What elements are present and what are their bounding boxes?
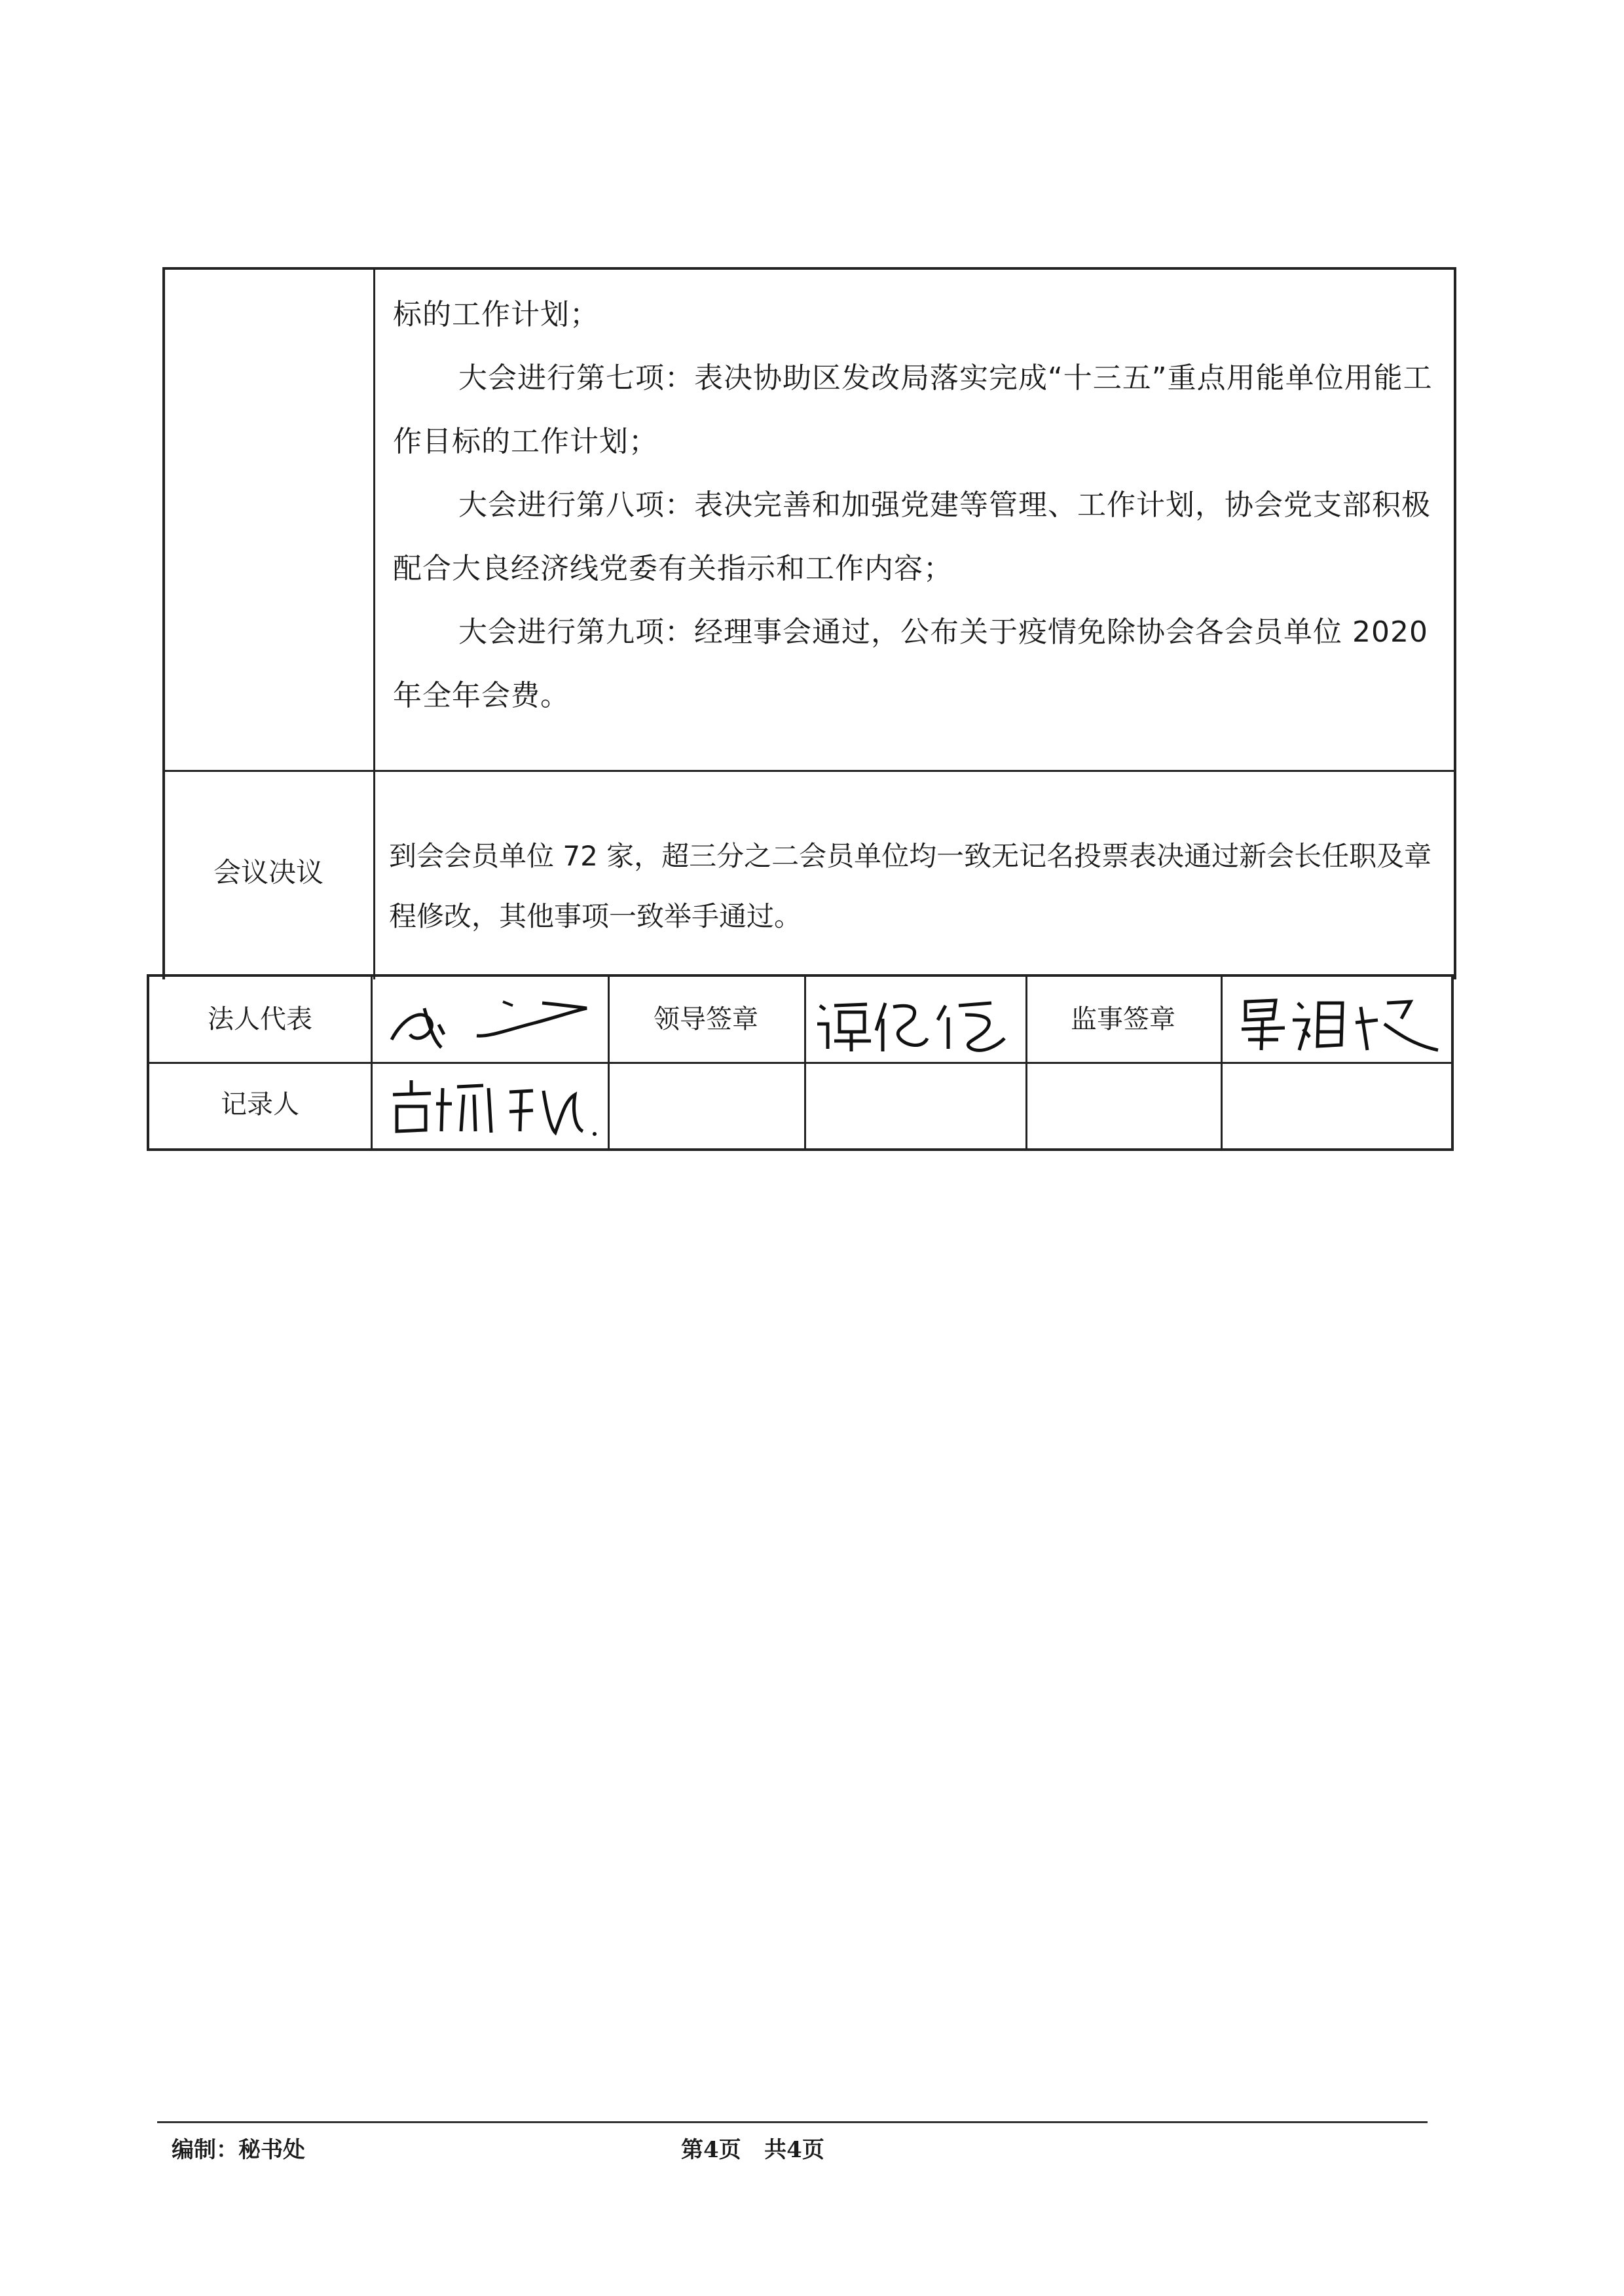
meeting-content-body: [393, 283, 1451, 727]
legal-representative-signature: [378, 989, 601, 1054]
recorder-label: 记录人: [221, 1089, 299, 1120]
footer-compiled-by: 编制：秘书处: [172, 2137, 305, 2163]
row-divider: [165, 770, 1454, 772]
column-divider: [373, 270, 375, 979]
supervisor-seal-label: 监事签章: [1071, 1004, 1175, 1034]
supervisor-signature: [1230, 987, 1446, 1055]
signature-table: [147, 974, 1454, 1151]
recorder-signature: [378, 1068, 601, 1140]
content-paragraph-1: 标的工作计划；: [393, 298, 599, 331]
leader-signature: [808, 986, 1022, 1058]
content-paragraph-3: 大会进行第八项：表决完善和加强党建等管理、工作计划，协会党支部积极配合大良经济线党委有关指示和工作内容；: [393, 488, 1431, 585]
leader-seal-label: 领导签章: [654, 1004, 758, 1034]
footer-divider: [157, 2121, 1428, 2123]
content-paragraph-4: 大会进行第九项：经理事会通过，公布关于疫情免除协会各会员单位 2020 年全年会费。: [393, 615, 1428, 712]
content-paragraph-2: 大会进行第七项：表决协助区发改局落实完成“十三五”重点用能单位用能工作目标的工作计划；: [393, 361, 1433, 458]
resolution-body: 到会会员单位 72 家，超三分之二会员单位均一致无记名投票表决通过新会长任职及章程修改，其他事项一致举手通过。: [389, 840, 1432, 932]
resolution-label: 会议决议: [213, 856, 323, 888]
legal-representative-label: 法人代表: [208, 1004, 312, 1034]
resolution-text: [389, 826, 1443, 947]
footer-page-number: 第4页 共4页: [681, 2137, 824, 2163]
